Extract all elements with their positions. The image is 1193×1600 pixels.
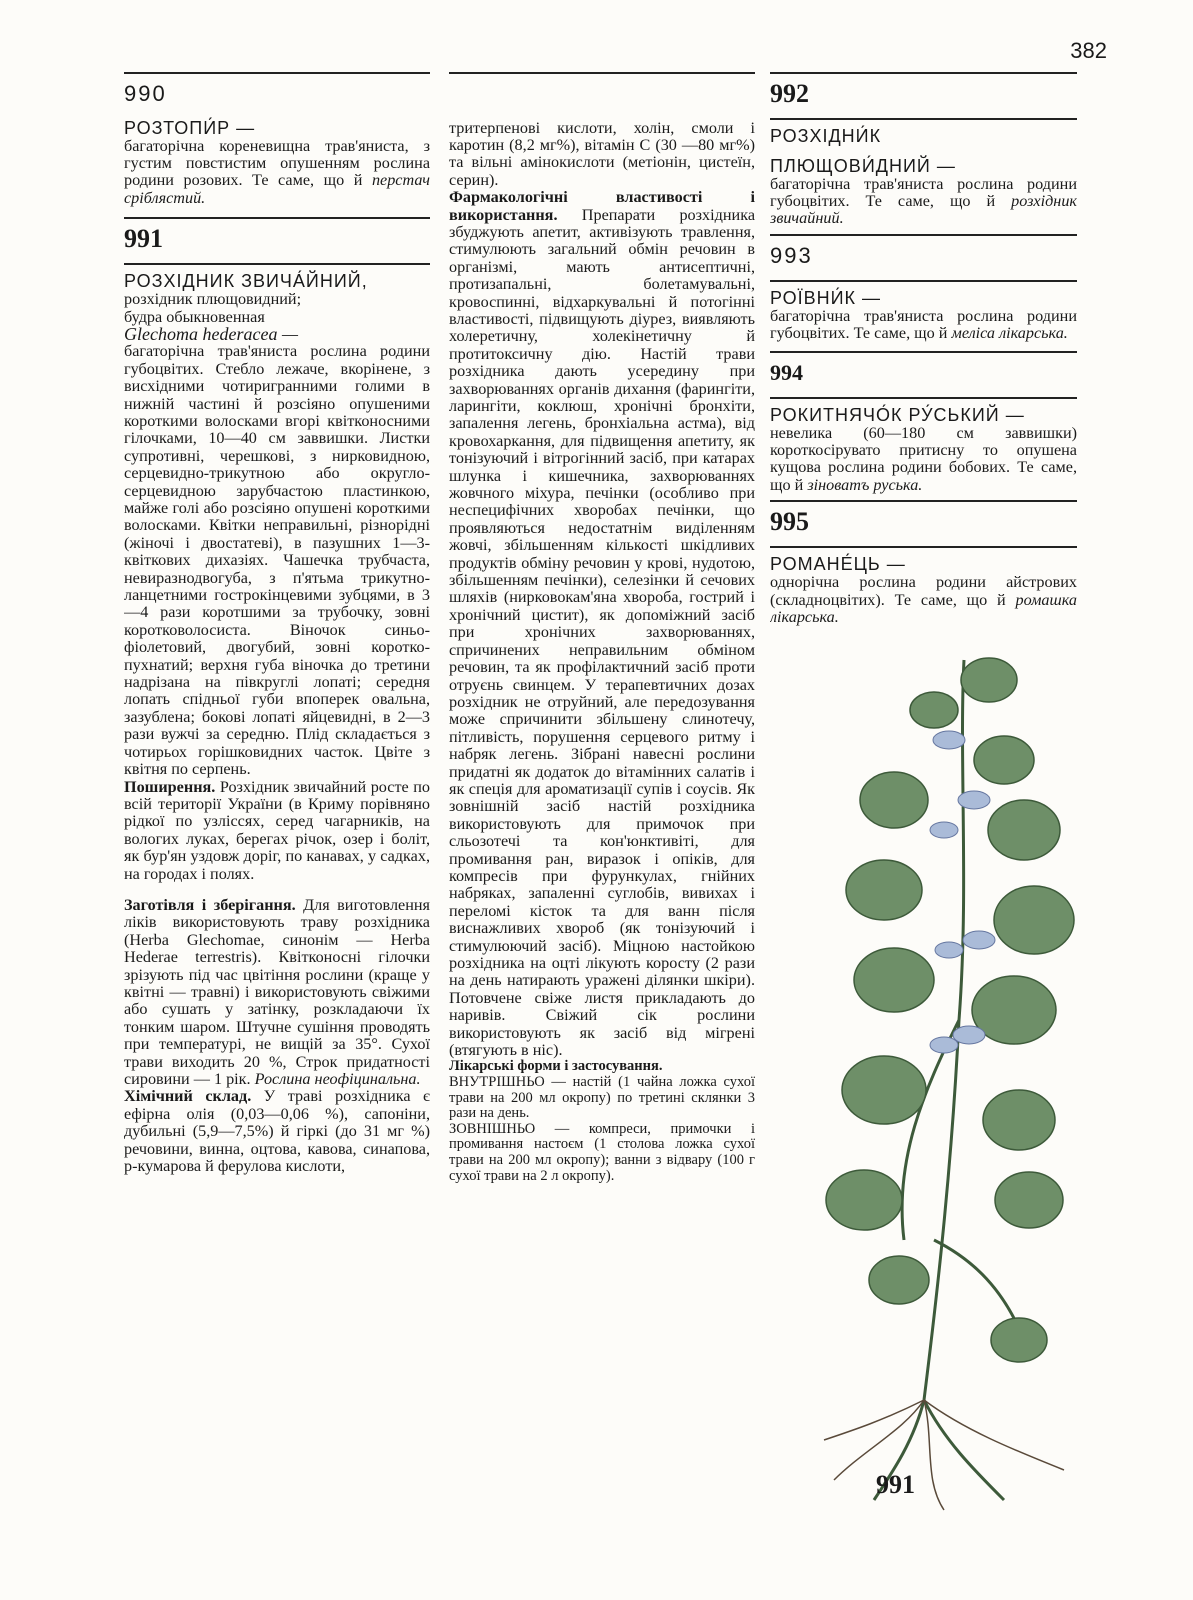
rule xyxy=(124,72,430,74)
entry-text-993: багаторічна трав'яниста рослина родини губоцвітих. Те саме, що й меліса лікарська. xyxy=(770,306,1077,343)
internal-use: ВНУТРІШНЬО — настій (1 чайна ложка сухої трави на 200 мл окропу) по третині склянки 3 рази на день. xyxy=(449,1074,755,1122)
illustration-caption: 991 xyxy=(876,1470,915,1499)
column-3: 992 РОЗХІДНИ́К ПЛЮЩОВИ́ДНИЙ — багаторічна трав'яниста рослина родини губоцвітих. Те саме, що й розхідник звичайний. 993 РОЇВНИ́К — багаторічна трав'яниста рослина родини губоцвітих. Те саме, що й меліса лікарська. 994 РОКИТНЯЧО́К РУ́СЬКИЙ — невелика (60—180 см заввишки) короткосірувато притисну то опушена кущова рослина родини бобових. Те саме, що й зіноватъ руська. 995 РОМАНЕ́ЦЬ — однорічна рослина родини айстрових (складноцвітих). Те саме, що й ромашка лікарська. xyxy=(770,72,1077,632)
rule xyxy=(770,500,1077,502)
rule xyxy=(124,217,430,219)
entry-number-990: 990 xyxy=(124,80,167,106)
chemistry-continued: тритерпенові кислоти, холін, смоли і каротин (8,2 мг%), вітамін С (30 —80 мг%) та вільні амінокислоти (метіонін, цистеїн, серин). xyxy=(449,118,755,189)
entry-text-994: невелика (60—180 см заввишки) короткосірувато притисну то опушена кущова рослина родини бобових. Те саме, що й зіноватъ руська. xyxy=(770,423,1077,494)
rule xyxy=(770,72,1077,74)
rule xyxy=(449,72,755,74)
dosage-forms: Лікарські форми і застосування. xyxy=(449,1058,663,1075)
pharmacology: Фармакологічні властивості і використання. Препарати розхідника збуджують апетит, активізують травлення, стимулюють загальний обмін речовин в організмі, мають антисептичні, протизапальні, болетамувальні, кровоспинні, відхаркувальні й потогінні властивості, підвищують діурез, виявляють холеретичну, холекінетичну й протитоксичну дію. Настій трави розхідника дають усередину при захворюваннях органів дихання (фарингіти, ларингіти, коклюш, хронічні бронхіти, запалення легень, бронхіальна астма), від кровохаркання, для підвищення апетиту, як тонізуючий і вітрогінний засіб, при катарах шлунка і кишечника, захворюваннях жовчного міхура, печінки (особливо при неспецифічних хворобах печінки, що проявляються недостатнім виділенням жовчі, збільшенням кількості шкідливих продуктів обміну речовин у крові, нудотою, збільшенням печінки), селезінки й сечових шляхів (нирковокам'яна хвороба, гострий і хронічний цистит), як допоміжний засіб при хронічних захворюваннях, спричинених неправильним обміном речовин, та як профілактичний засіб проти отруєнь свинцем. У терапевтичних дозах розхідник не отруйний, але передозування може спричинити збільшену слинотечу, пітливість, порушення серцевого ритму і набряк легень. Зібрані навесні рослини придатні як додаток до вітамінних салатів і як спеція для ароматизації супів і соусів. Як зовнішній засіб настій розхідника використовують для примочок при сльозотечі та кон'юнктивіті, для промивання ран, виразок і опіків, для компресів при фурункулах, гнійних набряках, запаленні суглобів, вивихах і переломі кісток та для ванн після виснажливих хвороб (як тонізуючий і стимулюючий засіб). Міцною настойкою розхідника на оцті лікують коросту (2 рази на день натирають уражені ділянки шкіри). Потовчене свіже листя прикладають до наривів. Свіжий сік рослини використовують як засіб від мігрені (втягують в ніс). xyxy=(449,188,755,1060)
rule xyxy=(770,234,1077,236)
rule xyxy=(770,351,1077,353)
plant-illustration xyxy=(774,640,1114,1520)
description: багаторічна трав'яниста рослина родини губоцвітих. Стебло лежаче, вкорінене, з висхідними чотиригранними голими в нижній частині й розсіяно опушеними короткими волосками вгорі квітконосними гілочками, 10—40 см заввишки. Листки супротивні, черешкові, з нирковидною, серцевидно-трикутною або округло-серцевидною зарубчастою пластинкою, майже голі або розсіяно опушені короткими волосками. Квітки неправильні, різнорідні (жіночі і двостатеві), в пазушних 1—3-квіткових дихазіях. Чашечка трубчаста, невиразнодвогуба, з п'ятьма трикутно-ланцетними гострокінцевими зубцями, в 3—4 рази коротшими за трубочку, зовні коротковолосиста. Віночок синьо-фіолетовий, двогубий, зовні коротко-пухнатий; верхня губа віночка до третини надрізана на півкруглі лопаті; середня лопать спідньої губи впоперек овальна, зазублена; бокові лопаті яйцевидні, в 2—3 рази вужчі за середню. Плід складається з чотирьох горішковидних часток. Цвіте з квітня по серпень. xyxy=(124,342,430,779)
rule xyxy=(770,397,1077,399)
entry-heading-995: РОМАНЕ́ЦЬ — xyxy=(770,554,906,575)
entry-number-994: 994 xyxy=(770,359,803,385)
entry-number-993: 993 xyxy=(770,242,813,268)
column-1 xyxy=(124,72,430,1512)
entry-heading-990: РОЗТОПИ́Р — xyxy=(124,117,256,138)
entry-text-992: багаторічна трав'яниста рослина родини губоцвітих. Те саме, що й розхідник звичайний. xyxy=(770,174,1077,228)
entry-number-995: 995 xyxy=(770,507,809,537)
entry-heading-994: РОКИТНЯЧО́К РУ́СЬКИЙ — xyxy=(770,404,1025,425)
distribution: Поширення. Розхідник звичайний росте по всій території України (в Криму порівняно рідкої по узліссях, серед чагарників, на вологих луках, берегах річок, озер і боліт, як бур'ян уздовж доріг, по канавах, у садках, на городах і полях. xyxy=(124,777,430,883)
entry-text-995: однорічна рослина родини айстрових (складноцвітих). Те саме, що й ромашка лікарська. xyxy=(770,573,1077,626)
harvest: Заготівля і зберігання. Для виготовлення ліків використовують траву розхідника (Herba Glechomae, синонім — Herba Hederae terrestris). Квітконосні гілочки зрізують під час цвітіння рослини (краще у квітні — травні) і використовують свіжими або сушать у затінку, розкладаючи їх тонким шаром. Штучне сушіння проводять при температурі, не вищій за 35°. Сухої трави виходить 20 %, Строк придатності сировини — 1 рік. Рослина неофіцинальна. xyxy=(124,895,430,1088)
entry-heading-991: РОЗХІДНИК ЗВИЧА́ЙНИЙ, xyxy=(124,271,368,292)
entry-text-990: багаторічна кореневищна трав'яниста, з густим повстистим опушенням рослина родини розових. Те саме, що й перстач сріблястий. xyxy=(124,136,430,207)
rule xyxy=(770,546,1077,548)
russian-name: будра обыкновенная xyxy=(124,307,265,326)
column-2 xyxy=(449,72,755,1512)
entry-heading-993: РОЇВНИ́К — xyxy=(770,287,882,308)
synonym: розхідник плющовидний; xyxy=(124,290,302,309)
entry-number-992: 992 xyxy=(770,78,809,108)
entry-heading-992: РОЗХІДНИ́К xyxy=(770,125,882,146)
rule xyxy=(770,118,1077,120)
entry-number-991: 991 xyxy=(124,224,163,254)
page-number: 382 xyxy=(1070,38,1107,63)
latin-name: Glechoma hederacea — xyxy=(124,323,298,344)
rule xyxy=(770,280,1077,282)
chemistry: Хімічний склад. У траві розхідника є ефірна олія (0,03—0,06 %), сапоніни, дубильні (5,9—7,5%) й гіркі (до 31 мг %) речовини, винна, оцтова, кавова, синапова, р-кумарова й ферулова кислоти, xyxy=(124,1087,430,1176)
rule xyxy=(124,263,430,265)
external-use: ЗОВНІШНЬО — компреси, примочки і промивання настоєм (1 столова ложка сухої трави на 200 мл окропу); ванни з відвару (100 г сухої трави на 2 л окропу). xyxy=(449,1120,755,1184)
